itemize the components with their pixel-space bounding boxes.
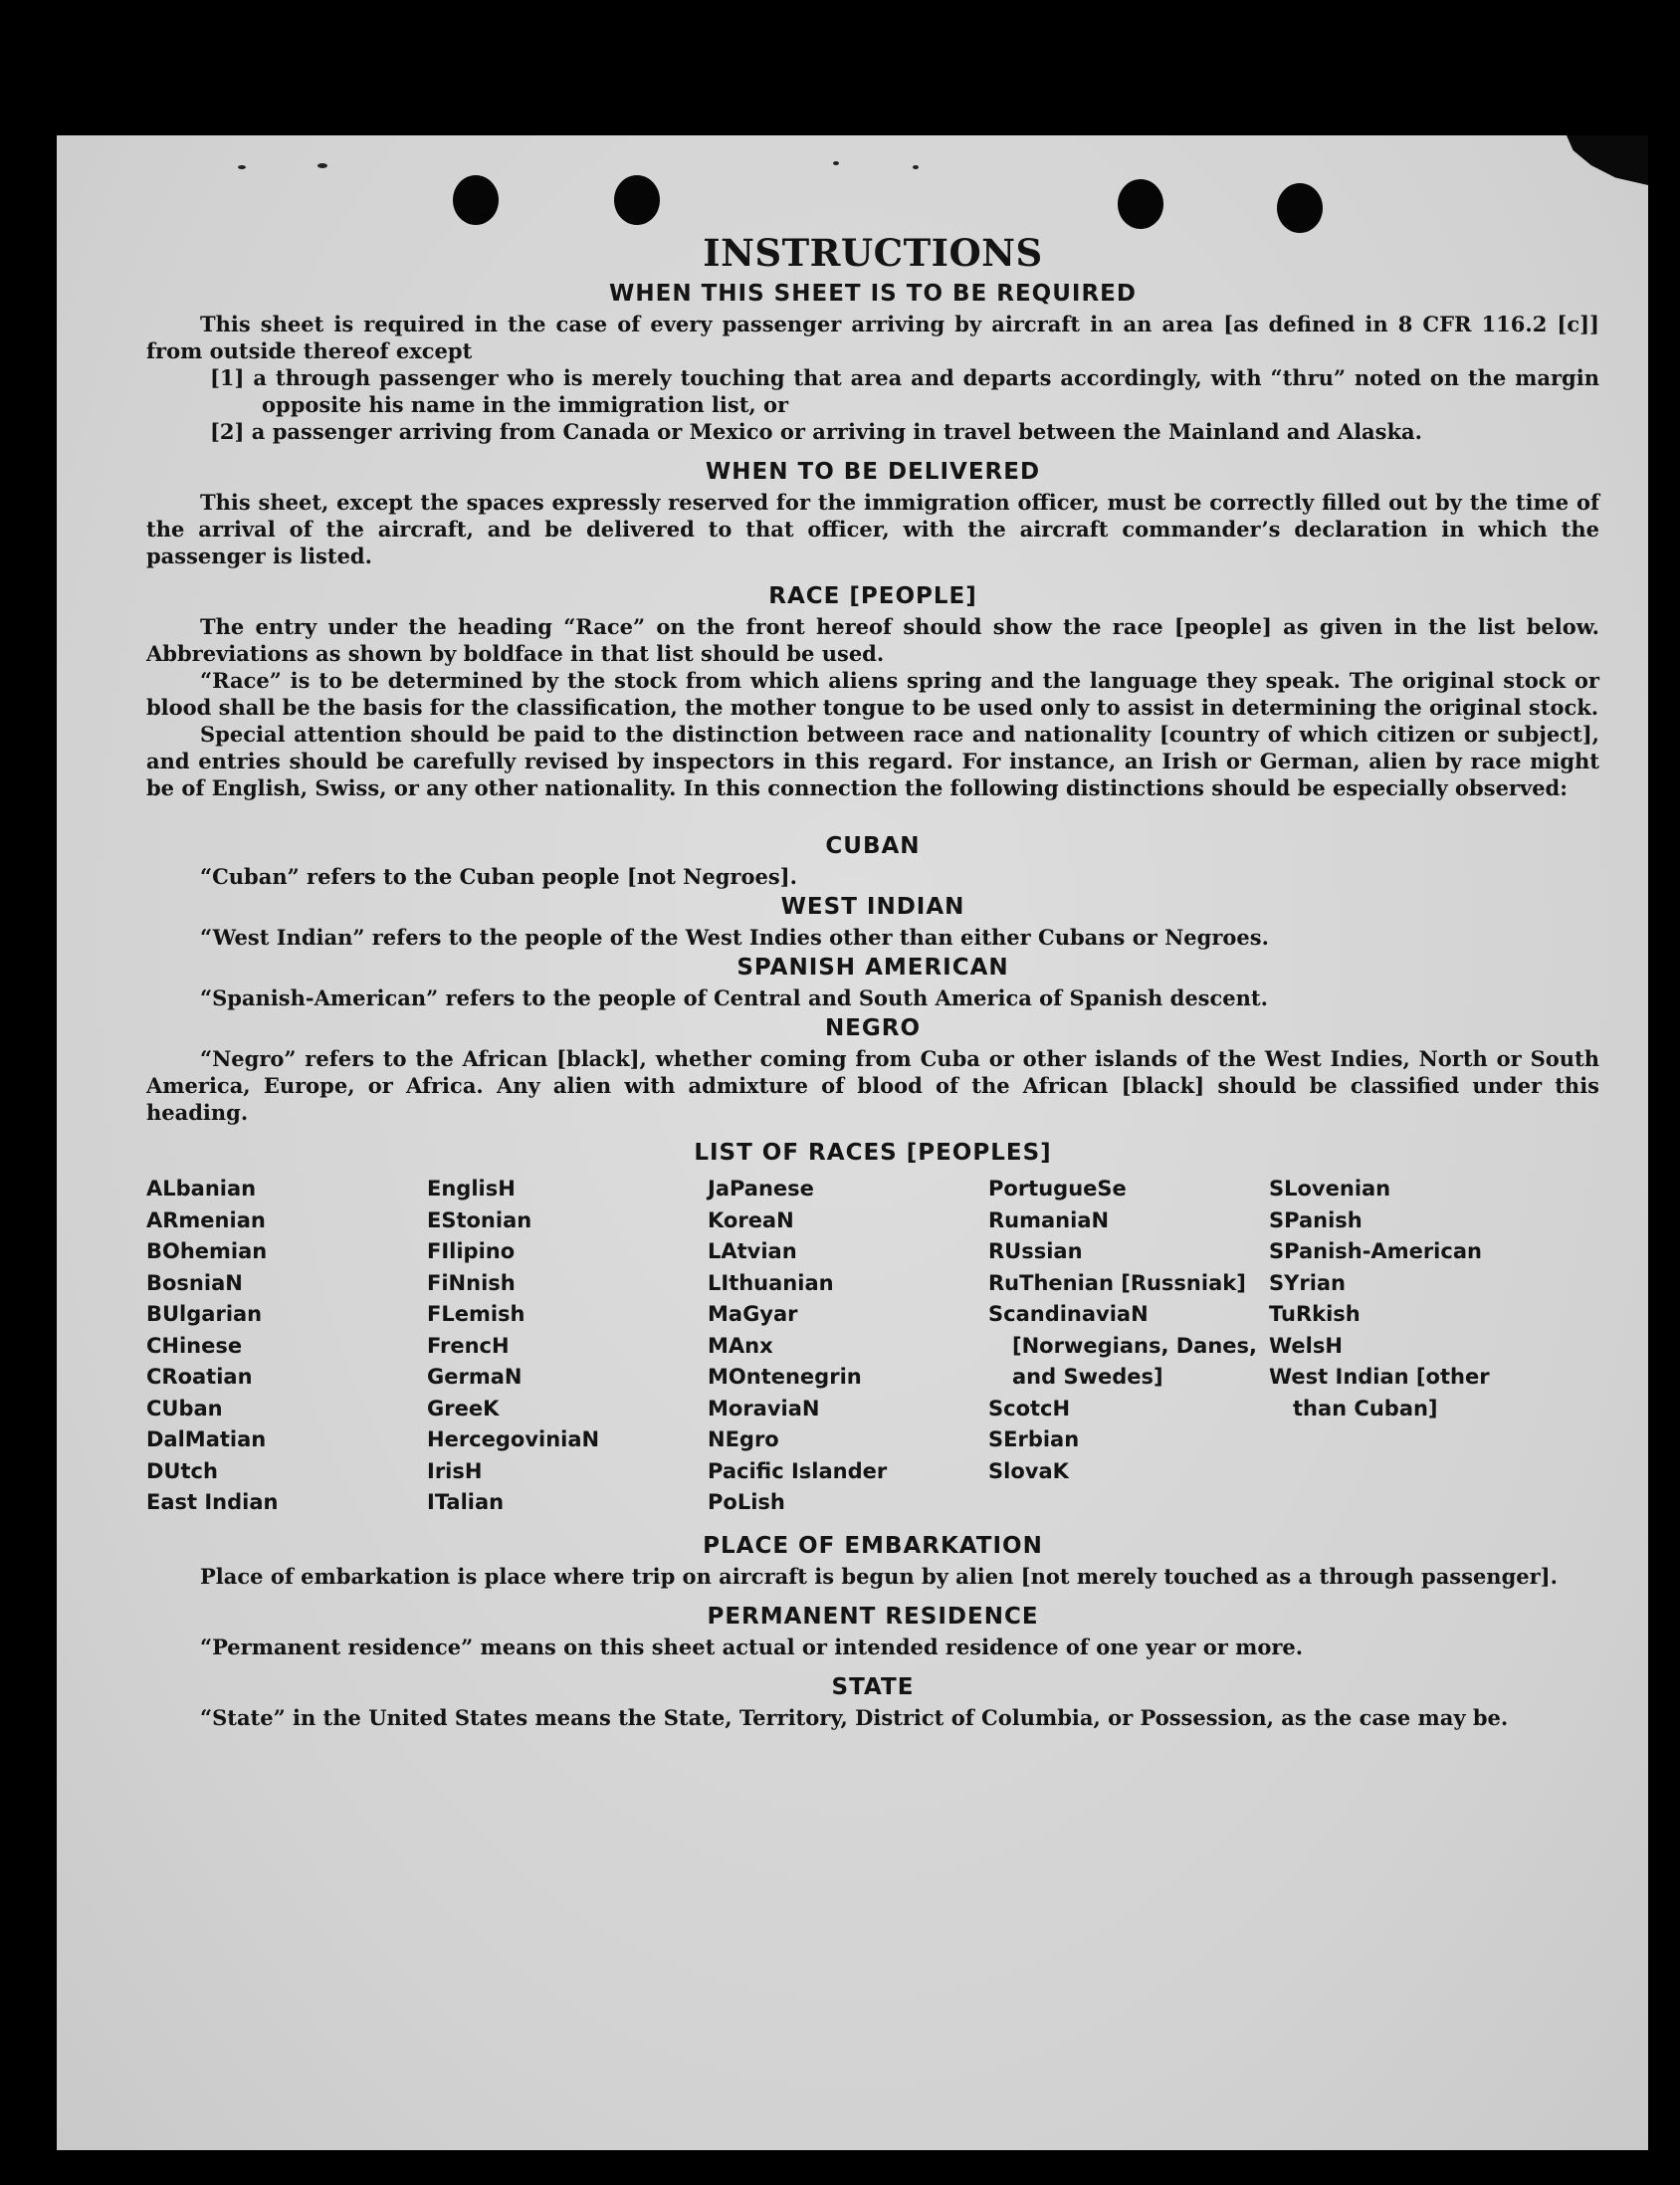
race-list-item: ITalian bbox=[427, 1490, 505, 1514]
permanent-residence-text: “Permanent residence” means on this sheet actual or intended residence of one year or more. bbox=[200, 1634, 1304, 1659]
race-list-item: EnglisH bbox=[427, 1177, 516, 1201]
when-required-intro: This sheet is required in the case of every passenger arriving by aircraft in an area [as defined in 8 CFR 116.2 [c]] from outside thereof except bbox=[146, 312, 1599, 363]
embarkation-text: Place of embarkation is place where trip on aircraft is begun by alien [not merely touched as a through passenger]. bbox=[200, 1563, 1558, 1589]
race-list-item: LAtvian bbox=[708, 1239, 797, 1263]
race-list-item: GreeK bbox=[427, 1396, 500, 1420]
punch-hole bbox=[453, 175, 499, 225]
negro-text: “Negro” refers to the African [black], whether coming from Cuba or other islands of the West Indies, North or South America, Europe, or Africa. Any alien with admixture of blood of the African [black] should be classified under this heading. bbox=[146, 1046, 1599, 1125]
race-list-item: BosniaN bbox=[146, 1270, 243, 1295]
race-column bbox=[708, 1174, 988, 1519]
ink-speck bbox=[317, 163, 327, 168]
race-list-item: BOhemian bbox=[146, 1239, 268, 1263]
page-title: INSTRUCTIONS bbox=[703, 231, 1043, 275]
west-indian-text: “West Indian” refers to the people of the West Indies other than either Cubans or Negroes. bbox=[200, 925, 1269, 950]
section-heading-when-required: WHEN THIS SHEET IS TO BE REQUIRED bbox=[609, 281, 1137, 307]
race-list-item: HercegoviniaN bbox=[427, 1427, 600, 1451]
race-list bbox=[146, 1174, 1599, 1519]
race-list-item: JaPanese bbox=[708, 1177, 814, 1201]
race-list-item: West Indian [other than Cuban] bbox=[1269, 1365, 1490, 1420]
race-list-item: East Indian bbox=[146, 1490, 279, 1514]
document-sheet bbox=[57, 135, 1648, 2150]
punch-hole bbox=[1277, 183, 1323, 233]
section-heading-state: STATE bbox=[831, 1673, 915, 1700]
race-list-item: MOntenegrin bbox=[708, 1365, 862, 1389]
race-list-item: BUlgarian bbox=[146, 1302, 263, 1326]
race-paragraph-1: The entry under the heading “Race” on the front hereof should show the race [people] as given in the list below. Abbreviations as shown by boldface in that list should be used. bbox=[146, 614, 1599, 666]
exception-2: [2] a passenger arriving from Canada or Mexico or arriving in travel between the Mainland and Alaska. bbox=[210, 419, 1422, 444]
section-heading-race: RACE [PEOPLE] bbox=[768, 583, 977, 609]
race-list-item: KoreaN bbox=[708, 1207, 794, 1232]
race-list-item: CHinese bbox=[146, 1333, 243, 1358]
race-list-item: ARmenian bbox=[146, 1207, 266, 1232]
race-list-item: GermaN bbox=[427, 1365, 523, 1389]
race-column bbox=[146, 1174, 427, 1519]
race-list-item: ScandinaviaN [Norwegians, Danes, and Swedes] bbox=[988, 1302, 1258, 1389]
race-list-item: RuThenian [Russniak] bbox=[988, 1270, 1246, 1295]
state-text: “State” in the United States means the State, Territory, District of Columbia, or Possession, as the case may be. bbox=[200, 1704, 1509, 1730]
instructions-content bbox=[146, 231, 1599, 1731]
section-heading-spanish-american: SPANISH AMERICAN bbox=[736, 955, 1009, 981]
race-list-item: CUban bbox=[146, 1396, 223, 1420]
race-list-item: SLovenian bbox=[1269, 1177, 1391, 1201]
section-heading-list-of-races: LIST OF RACES [PEOPLES] bbox=[694, 1140, 1052, 1166]
section-heading-embarkation: PLACE OF EMBARKATION bbox=[703, 1532, 1043, 1559]
when-delivered-text: This sheet, except the spaces expressly reserved for the immigration officer, must be correctly filled out by the time of the arrival of the aircraft, and be delivered to that officer, with the aircraft commander’s declaration in which the passenger is listed. bbox=[146, 490, 1599, 568]
race-list-item: MaGyar bbox=[708, 1302, 798, 1326]
cuban-text: “Cuban” refers to the Cuban people [not Negroes]. bbox=[200, 864, 797, 889]
race-list-item: FiNnish bbox=[427, 1270, 516, 1295]
race-list-item: LIthuanian bbox=[708, 1270, 834, 1295]
section-heading-permanent-residence: PERMANENT RESIDENCE bbox=[707, 1603, 1039, 1630]
race-list-item: DalMatian bbox=[146, 1427, 267, 1451]
punch-hole bbox=[1118, 179, 1163, 229]
spanish-american-text: “Spanish-American” refers to the people of Central and South America of Spanish descent. bbox=[200, 985, 1268, 1010]
race-list-item: SlovaK bbox=[988, 1458, 1069, 1483]
race-list-item: IrisH bbox=[427, 1458, 483, 1483]
race-list-item: SYrian bbox=[1269, 1270, 1347, 1295]
race-paragraph-2: “Race” is to be determined by the stock from which aliens spring and the language they speak. The original stock or blood shall be the basis for the classification, the mother tongue to be used only to assist in determining the original stock. bbox=[146, 668, 1599, 720]
race-list-item: SPanish bbox=[1269, 1207, 1363, 1232]
exception-1: [1] a through passenger who is merely touching that area and departs accordingly, with “thru” noted on the margin opposite his name in the immigration list, or bbox=[210, 365, 1599, 417]
race-list-item: FrencH bbox=[427, 1333, 510, 1358]
race-list-item: SErbian bbox=[988, 1427, 1080, 1451]
race-list-item: FIlipino bbox=[427, 1239, 516, 1263]
torn-corner bbox=[1567, 135, 1648, 185]
race-list-item: PoLish bbox=[708, 1490, 785, 1514]
section-heading-negro: NEGRO bbox=[824, 1015, 922, 1041]
punch-hole bbox=[614, 175, 660, 225]
race-list-item: SPanish-American bbox=[1269, 1239, 1482, 1263]
race-list-item: WelsH bbox=[1269, 1333, 1343, 1358]
race-list-item: RumaniaN bbox=[988, 1207, 1110, 1232]
ink-speck bbox=[833, 161, 839, 165]
race-list-item: EStonian bbox=[427, 1207, 532, 1232]
race-list-item: MAnx bbox=[708, 1333, 773, 1358]
race-list-item: TuRkish bbox=[1269, 1302, 1361, 1326]
race-list-item: CRoatian bbox=[146, 1365, 253, 1389]
ink-speck bbox=[913, 165, 919, 169]
race-list-item: DUtch bbox=[146, 1458, 218, 1483]
race-list-item: RUssian bbox=[988, 1239, 1083, 1263]
race-list-item: PortugueSe bbox=[988, 1177, 1127, 1201]
race-column bbox=[988, 1174, 1269, 1519]
section-heading-cuban: CUBAN bbox=[825, 833, 921, 859]
section-heading-when-delivered: WHEN TO BE DELIVERED bbox=[705, 459, 1041, 485]
race-column bbox=[1269, 1174, 1550, 1519]
race-paragraph-3: Special attention should be paid to the distinction between race and nationality [country of which citizen or subject], and entries should be carefully revised by inspectors in this regard. For instance, an Irish or German, alien by race might be of English, Swiss, or any other nationality. In this connection the following distinctions should be especially observed: bbox=[146, 722, 1599, 800]
race-list-item: NEgro bbox=[708, 1427, 779, 1451]
race-list-item: ALbanian bbox=[146, 1177, 257, 1201]
race-column bbox=[427, 1174, 708, 1519]
ink-speck bbox=[238, 165, 246, 169]
race-list-item: FLemish bbox=[427, 1302, 525, 1326]
race-list-item: Pacific Islander bbox=[708, 1458, 888, 1483]
section-heading-west-indian: WEST INDIAN bbox=[780, 894, 965, 920]
race-list-item: ScotcH bbox=[988, 1396, 1071, 1420]
race-list-item: MoraviaN bbox=[708, 1396, 820, 1420]
